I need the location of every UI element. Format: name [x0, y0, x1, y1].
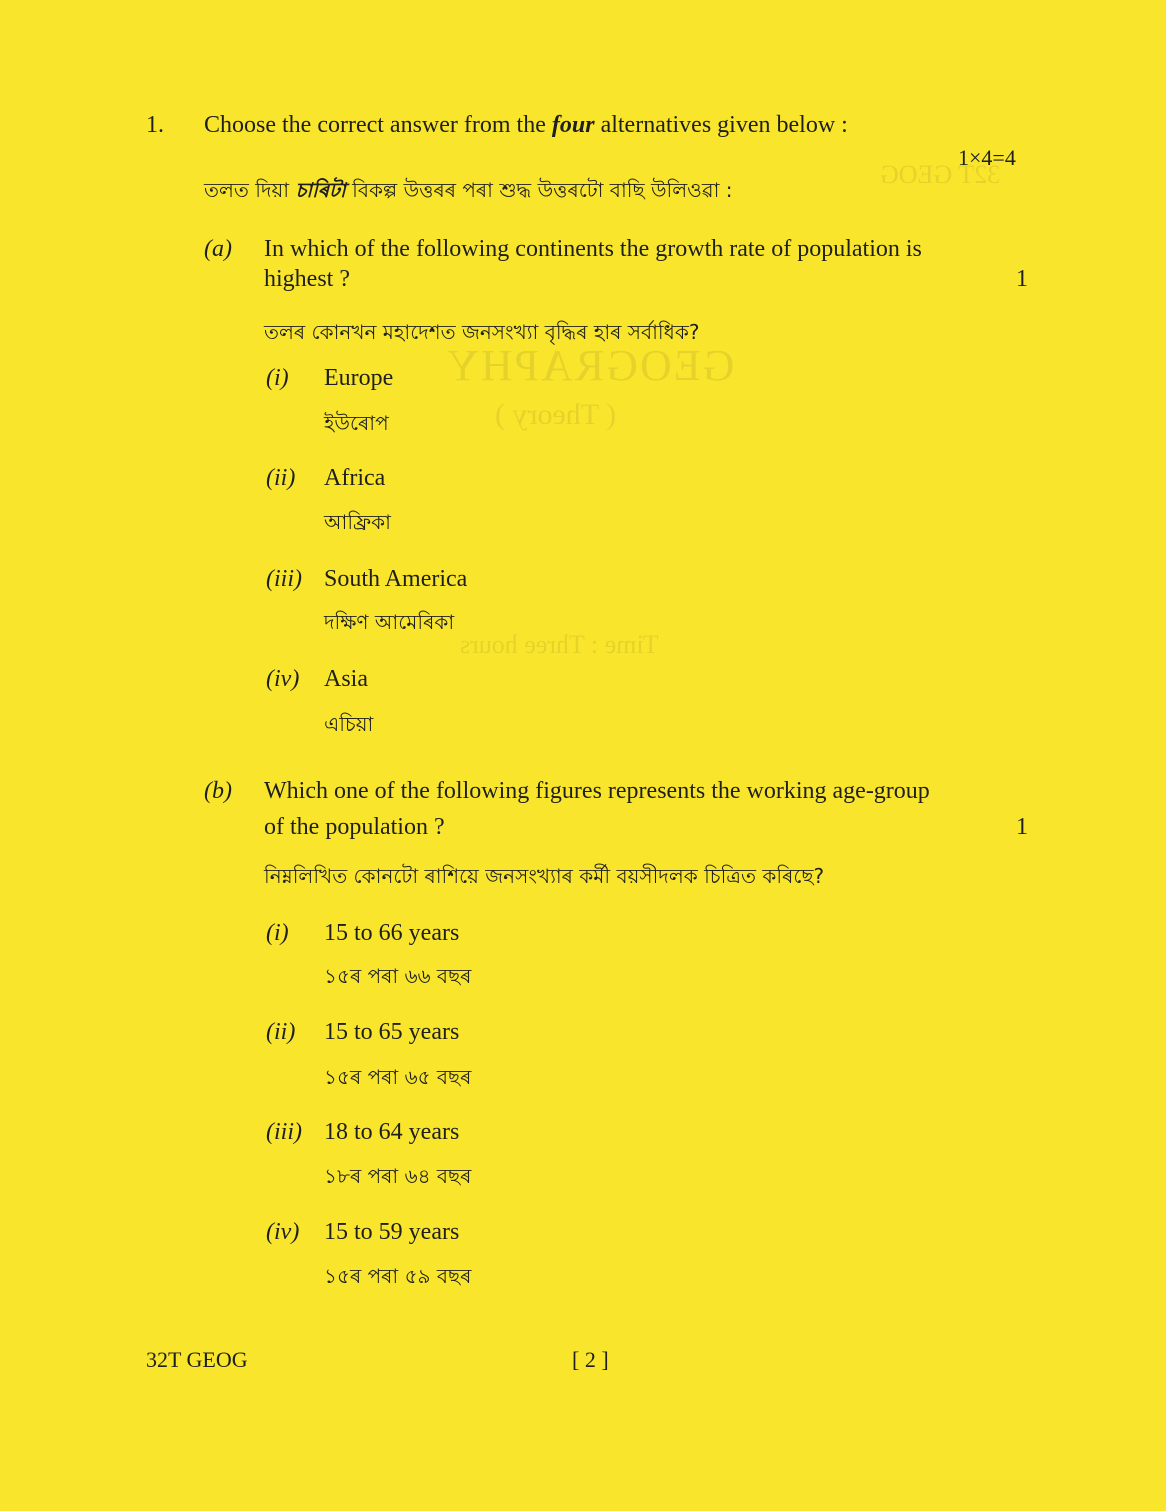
bleed-through-code: 32T GEOG [880, 160, 1001, 189]
part-b-option-ii-text: 15 to 65 years [324, 1019, 460, 1045]
part-a-option-iv-label: (iv) [266, 666, 300, 692]
question-instruction: Choose the correct answer from the four alternatives given below : [204, 112, 848, 138]
part-a-question-bn: তলৰ কোনখন মহাদেশত জনসংখ্যা বৃদ্ধিৰ হাৰ সৰ্বাধিক? [264, 320, 700, 344]
part-b-option-ii-label: (ii) [266, 1019, 296, 1045]
part-b-marks: 1 [1016, 814, 1028, 840]
footer-code: 32T GEOG [146, 1347, 248, 1372]
part-b-question-line1: Which one of the following figures represents the working age-group [264, 778, 930, 804]
bleed-through-theory: ( Theory ) [495, 398, 617, 431]
part-b-option-iv-text-bn: ১৫ৰ পৰা ৫৯ বছৰ [324, 1264, 472, 1288]
question-number: 1. [146, 112, 164, 138]
part-b-option-iii-text-bn: ১৮ৰ পৰা ৬৪ বছৰ [324, 1164, 472, 1188]
part-a-option-iii-text: South America [324, 566, 468, 592]
bleed-through-time: Time : Three hours [460, 630, 659, 659]
footer-page-number: [ 2 ] [572, 1347, 609, 1372]
question-instruction-bn: তলত দিয়া চাৰিটা বিকল্প উত্তৰৰ পৰা শুদ্ধ উত্তৰটো বাছি উলিওৱা : [204, 178, 733, 202]
part-a-option-iii-text-bn: দক্ষিণ আমেৰিকা [324, 610, 455, 634]
part-b-option-iv-text: 15 to 59 years [324, 1219, 460, 1245]
part-a-option-ii-text: Africa [324, 465, 386, 491]
part-b-option-iv-label: (iv) [266, 1219, 300, 1245]
part-a-option-iv-text: Asia [324, 666, 368, 692]
part-a-question-line2: highest ? [264, 266, 350, 292]
part-a-marks: 1 [1016, 266, 1028, 292]
part-a-option-i-text: Europe [324, 365, 394, 391]
part-b-option-iii-text: 18 to 64 years [324, 1119, 460, 1145]
part-b-option-iii-label: (iii) [266, 1119, 302, 1145]
part-a-option-iv-text-bn: এচিয়া [324, 712, 374, 736]
part-a-option-iii-label: (iii) [266, 566, 302, 592]
part-b-question-bn: নিম্নলিখিত কোনটো ৰাশিয়ে জনসংখ্যাৰ কৰ্মী বয়সীদলক চিত্ৰিত কৰিছে? [264, 864, 825, 888]
part-b-option-i-text-bn: ১৫ৰ পৰা ৬৬ বছৰ [324, 964, 472, 988]
part-b-option-i-label: (i) [266, 920, 289, 946]
bleed-through-geography: GEOGRAPHY [445, 341, 735, 390]
part-b-label: (b) [204, 778, 232, 804]
part-a-question-line1: In which of the following continents the growth rate of population is [264, 236, 922, 262]
part-a-option-ii-label: (ii) [266, 465, 296, 491]
part-b-option-i-text: 15 to 66 years [324, 920, 460, 946]
part-b-option-ii-text-bn: ১৫ৰ পৰা ৬৫ বছৰ [324, 1065, 472, 1089]
part-a-option-i-label: (i) [266, 365, 289, 391]
part-a-label: (a) [204, 236, 232, 262]
part-a-option-i-text-bn: ইউৰোপ [324, 411, 389, 435]
part-b-question-line2: of the population ? [264, 814, 445, 840]
question-marks: 1×4=4 [958, 145, 1016, 170]
part-a-option-ii-text-bn: আফ্ৰিকা [324, 510, 391, 534]
